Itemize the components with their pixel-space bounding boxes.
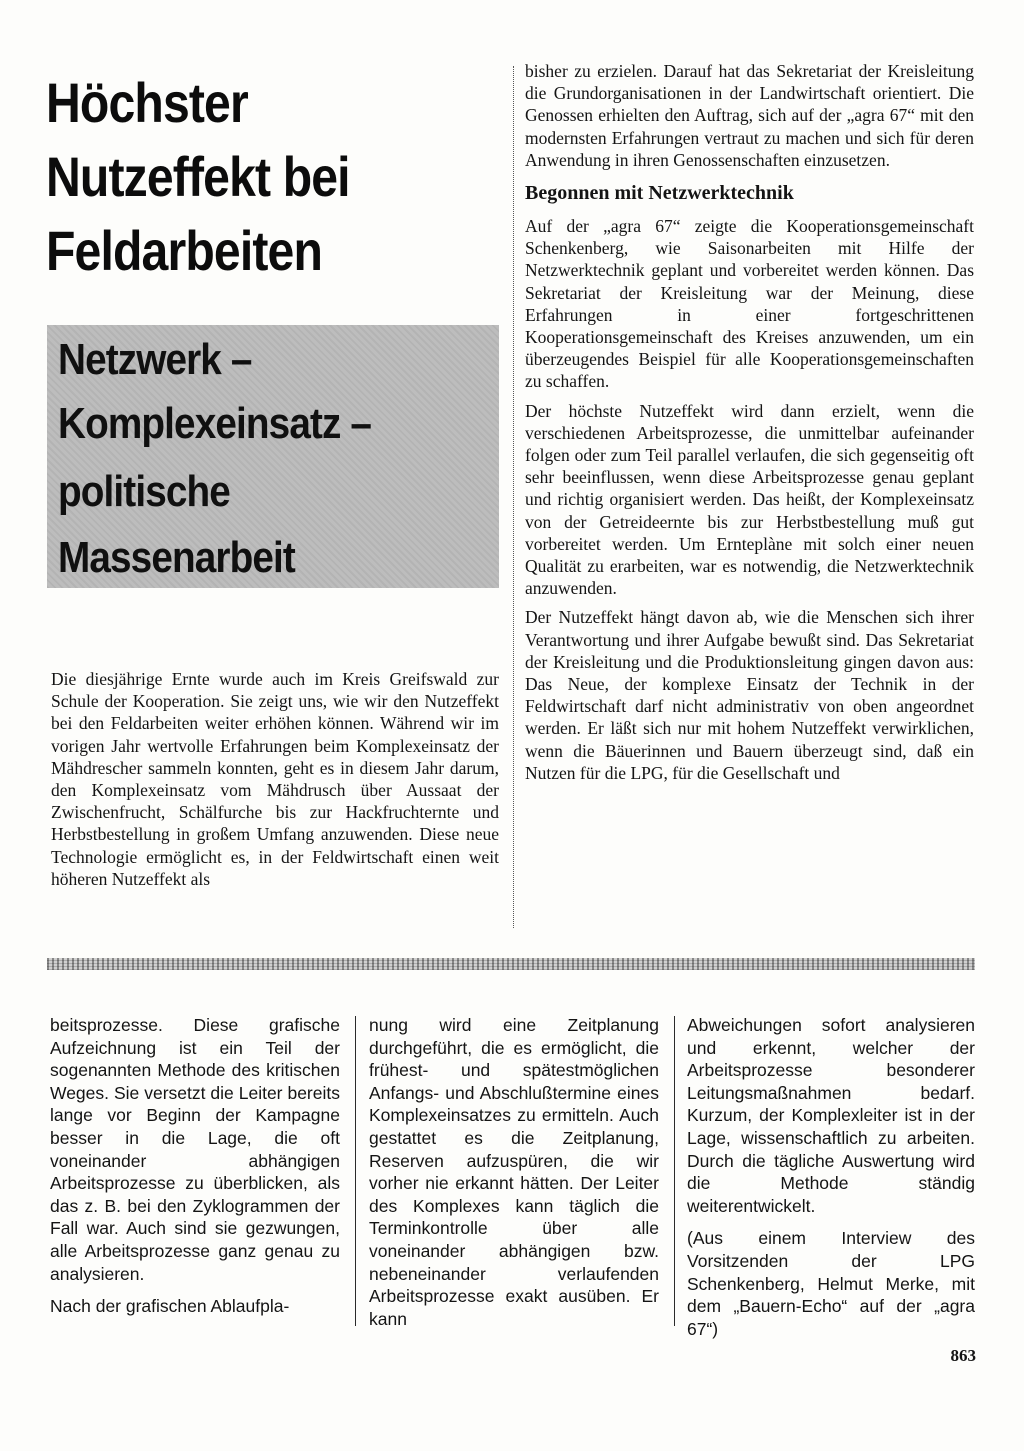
bottom-col2-paragraph-1: nung wird eine Zeitplanung durchgeführt, die es ermöglicht, die frühest- und spätestmöglichen Anfangs- und Abschlußtermine eines Komplexeinsatzes zu ermitteln. Auch gestattet es die Zeitplanung, Reserven aufzuspüren, die wir vorher nie erkannt hätten. Der Leiter des Komplexes kann täglich die Terminkontrolle über alle voneinander abhängigen bzw. nebeneinander verlaufenden Arbeitsprozesse exakt ausüben. Er kann [369, 1015, 659, 1329]
subhead-line-4: Massenarbeit [58, 533, 295, 582]
bottom-column-2 [369, 1014, 659, 1340]
subhead-box [47, 325, 499, 588]
section-heading: Begonnen mit Netzwerktechnik [525, 182, 794, 205]
column-rule-2 [674, 1016, 675, 1326]
right-paragraph-4: Der Nutzeffekt hängt davon ab, wie die Menschen sich ihrer Verantwortung und ihrer Aufgabe bewußt sind. Das Sekretariat der Kreisleitung und die Produktionsleitung gingen davon aus: Das Neue, der komplexe Einsatz der Technik in der Feldwirtschaft darf nicht administrativ von oben angeordnet werden. Er läßt sich nur mit hohem Nutzeffekt verwirklichen, wenn die Bäuerinnen und Bauern überzeugt sind, daß ein Nutzen für die LPG, für die Gesellschaft und [525, 607, 974, 783]
right-paragraph-2: Auf der „agra 67“ zeigte die Kooperationsgemeinschaft Schenkenberg, wie Saisonarbeiten mit Hilfe der Netzwerktechnik geplant und vorbereitet werden können. Das Sekretariat der Kreisleitung war der Meinung, diese Erfahrungen in einer fortgeschrittenen Kooperationsgemeinschaft des Kreises anzuwenden, um ein überzeugendes Beispiel für alle Kooperationsgemeinschaften zu schaffen. [525, 216, 974, 392]
column-rule-1 [355, 1016, 356, 1326]
intro-paragraph: Die diesjährige Ernte wurde auch im Kreis Greifswald zur Schule der Kooperation. Sie zeigt uns, wie wir den Nutzeffekt bei den Feldarbeiten weiter erhöhen können. Während wir im vorigen Jahr wertvolle Erfahrungen beim Komplexeinsatz der Mähdrescher sammeln konnten, geht es in diesem Jahr darum, den Komplexeinsatz vom Mähdrusch über Aussaat der Zwischenfrucht, Schälfurche bis zur Hackfruchternte und Herbstbestellung in großem Umfang anzuwenden. Diese neue Technologie ermöglicht es, in der Feldwirtschaft einen weit höheren Nutzeffekt als [51, 669, 499, 889]
bottom-column-1 [50, 1014, 340, 1328]
horizontal-rule [47, 958, 975, 970]
subhead-line-1: Netzwerk – [58, 335, 252, 384]
subhead-line-3: politische [58, 467, 230, 516]
subhead-line-2: Komplexeinsatz – [58, 399, 372, 448]
headline-line-3: Feldarbeiten [46, 219, 323, 282]
right-paragraph-1: bisher zu erzielen. Darauf hat das Sekretariat der Kreisleitung die Grundorganisationen in der Landwirtschaft orientiert. Die Genossen erhielten den Auftrag, sich auf der „agra 67“ mit den modernsten Erfahrungen vertraut zu machen und sich für deren Anwendung in ihren Genossenschaften einzusetzen. [525, 61, 974, 170]
right-column [525, 60, 974, 791]
bottom-column-3 [687, 1014, 975, 1350]
headline-line-1: Höchster [46, 71, 248, 134]
headline-line-2: Nutzeffekt bei [46, 145, 350, 208]
bottom-col1-paragraph-1: beitsprozesse. Diese grafische Aufzeichnung ist ein Teil der sogenannten Methode des kritischen Weges. Sie versetzt die Leiter bereits lange vor Beginn der Kampagne besser in die Lage, die oft voneinander abhängigen Arbeitsprozesse zu überblicken, als das z. B. bei den Zyklogrammen der Fall war. Auch sind sie gezwungen, alle Arbeitsprozesse ganz genau zu analysieren. [50, 1015, 340, 1284]
right-paragraph-3: Der höchste Nutzeffekt wird dann erzielt, wenn die verschiedenen Arbeitsprozesse, die unmittelbar aufeinander folgen oder zum Teil parallel verlaufen, die sich gegenseitig oft sehr beeinflussen, wenn diese Arbeitsprozesse genau geplant und richtig organisiert werden. Das heißt, der Komplexeinsatz von der Getreideernte bis zur Herbstbestellung muß gut vorbereitet werden. Um Ernteplàne mit solch einer neuen Qualität zu erarbeiten, war es notwendig, die Netzwerktechnik anzuwenden. [525, 400, 974, 599]
bottom-col3-paragraph-1: Abweichungen sofort analysieren und erkennt, welcher der Arbeitsprozesse besonderer Leitungsmaßnahmen bedarf. Kurzum, der Komplexleiter ist in der Lage, wissenschaftlich zu arbeiten. Durch die tägliche Auswertung wird die Methode ständig weiterentwickelt. [687, 1015, 975, 1216]
bottom-col3-paragraph-2: (Aus einem Interview des Vorsitzenden der LPG Schenkenberg, Helmut Merke, mit dem „Bauern-Echo“ auf der „agra 67“) [687, 1228, 975, 1339]
page-number: 863 [950, 1346, 976, 1365]
column-divider [513, 66, 515, 928]
bottom-col1-paragraph-2: Nach der grafischen Ablaufpla- [50, 1296, 290, 1317]
headline [46, 66, 424, 288]
